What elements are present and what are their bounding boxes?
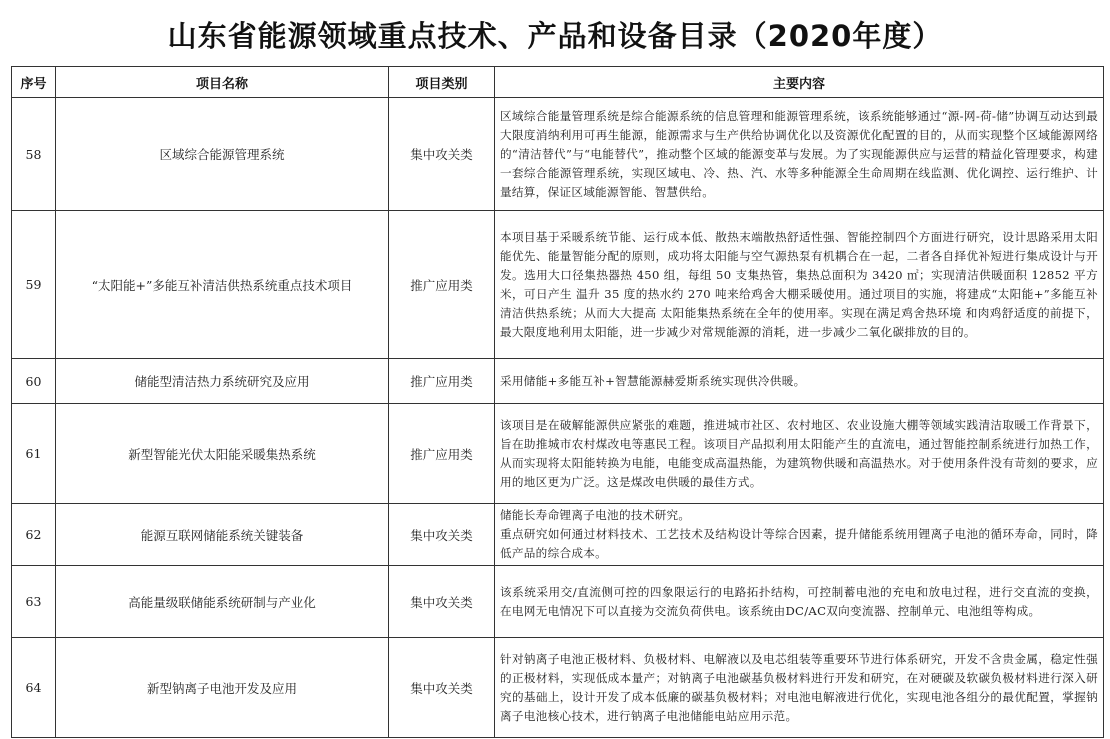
row-name: 新型钠离子电池开发及应用 bbox=[56, 638, 389, 738]
table-row bbox=[12, 504, 1104, 566]
row-name: 高能量级联储能系统研制与产业化 bbox=[56, 566, 389, 638]
row-category: 推广应用类 bbox=[389, 211, 495, 359]
row-content: 该项目是在破解能源供应紧张的难题，推进城市社区、农村地区、农业设施大棚等领域实践清洁取暖工作背景下，旨在助推城市农村煤改电等惠民工程。该项目产品拟利用太阳能产生的直流电，通过智能控制系统进行加热工作，从而实现将太阳能转换为电能，电能变成高温热能，为建筑物供暖和高温热水。对于使用条件没有苛刻的要求，应用的地区更为广泛。这是煤改电供暖的最佳方式。 bbox=[495, 404, 1104, 504]
document-title: 山东省能源领域重点技术、产品和设备目录（2020年度） bbox=[167, 19, 943, 53]
row-category: 推广应用类 bbox=[389, 359, 495, 404]
row-content bbox=[495, 504, 1104, 566]
header-category: 项目类别 bbox=[389, 67, 495, 98]
content-line: 重点研究如何通过材料技术、工艺技术及结构设计等综合因素，提升储能系统用锂离子电池的循环寿命，同时，降低产品的综合成本。 bbox=[500, 527, 1098, 560]
row-category: 集中攻关类 bbox=[389, 566, 495, 638]
row-no: 58 bbox=[12, 98, 56, 211]
row-no: 60 bbox=[12, 359, 56, 404]
row-content: 采用储能+多能互补+智慧能源赫爱斯系统实现供冷供暖。 bbox=[495, 359, 1104, 404]
header-content: 主要内容 bbox=[495, 67, 1104, 98]
content-line: 储能长寿命锂离子电池的技术研究。 bbox=[500, 508, 691, 522]
row-name: 区域综合能源管理系统 bbox=[56, 98, 389, 211]
table-header-row bbox=[12, 67, 1104, 98]
table-row bbox=[12, 359, 1104, 404]
row-no: 59 bbox=[12, 211, 56, 359]
row-name: “太阳能+”多能互补清洁供热系统重点技术项目 bbox=[56, 211, 389, 359]
row-category: 集中攻关类 bbox=[389, 638, 495, 738]
table-row bbox=[12, 98, 1104, 211]
row-content: 针对钠离子电池正极材料、负极材料、电解液以及电芯组装等重要环节进行体系研究，开发不含贵金属，稳定性强的正极材料，实现低成本量产；对钠离子电池碳基负极材料进行开发和研究，在对硬碳及软碳负极材料进行深入研究的基础上，设计开发了成本低廉的碳基负极材料；对电池电解液进行优化，实现电池各组分的最优配置，掌握钠离子电池核心技术，进行钠离子电池储能电站应用示范。 bbox=[495, 638, 1104, 738]
row-content: 本项目基于采暖系统节能、运行成本低、散热末端散热舒适性强、智能控制四个方面进行研究，设计思路采用太阳能优先、能量智能分配的原则，成功将太阳能与空气源热泵有机耦合在一起，二者各自择优补短进行集成设计与开发。选用大口径集热器热 450 组，每组 50 支集热管，集热总面积为 3420 ㎡；实现清洁供暖面积 12852 平方米，可日产生 温升 35 度的热水约 270 吨来给鸡舍大棚采暖使用。通过项目的实施，将建成“太阳能+”多能互补清洁供热系统；从而大大提高 太阳能集热系统在全年的使用率。实现在满足鸡舍热环境 和肉鸡舒适度的前提下，最大限度地利用太阳能，进一步减少对常规能源的消耗，进一步减少二氧化碳排放的目的。 bbox=[495, 211, 1104, 359]
header-name: 项目名称 bbox=[56, 67, 389, 98]
row-name: 储能型清洁热力系统研究及应用 bbox=[56, 359, 389, 404]
header-no: 序号 bbox=[12, 67, 56, 98]
table-row bbox=[12, 638, 1104, 738]
table-row bbox=[12, 211, 1104, 359]
row-content: 区域综合能量管理系统是综合能源系统的信息管理和能源管理系统，该系统能够通过“源-网-荷-储”协调互动达到最大限度消纳利用可再生能源，能源需求与生产供给协调优化以及资源优化配置的目的，从而实现整个区域能源网络的“清洁替代”与“电能替代”，推动整个区域的能源变革与发展。为了实现能源供应与运营的精益化管理要求，构建一套综合能源管理系统，实现区域电、冷、热、汽、水等多种能源全生命周期在线监测、优化调控、运行维护、计量结算，保证区域能源智能、智慧供给。 bbox=[495, 98, 1104, 211]
catalog-table bbox=[11, 66, 1104, 738]
row-no: 63 bbox=[12, 566, 56, 638]
row-no: 62 bbox=[12, 504, 56, 566]
row-category: 集中攻关类 bbox=[389, 504, 495, 566]
row-category: 推广应用类 bbox=[389, 404, 495, 504]
row-name: 新型智能光伏太阳能采暖集热系统 bbox=[56, 404, 389, 504]
row-no: 61 bbox=[12, 404, 56, 504]
table-row bbox=[12, 404, 1104, 504]
row-category: 集中攻关类 bbox=[389, 98, 495, 211]
row-content: 该系统采用交/直流侧可控的四象限运行的电路拓扑结构，可控制蓄电池的充电和放电过程，进行交直流的变换，在电网无电情况下可以直接为交流负荷供电。该系统由DC/AC双向变流器、控制单元、电池组等构成。 bbox=[495, 566, 1104, 638]
row-no: 64 bbox=[12, 638, 56, 738]
row-name: 能源互联网储能系统关键装备 bbox=[56, 504, 389, 566]
table-row bbox=[12, 566, 1104, 638]
